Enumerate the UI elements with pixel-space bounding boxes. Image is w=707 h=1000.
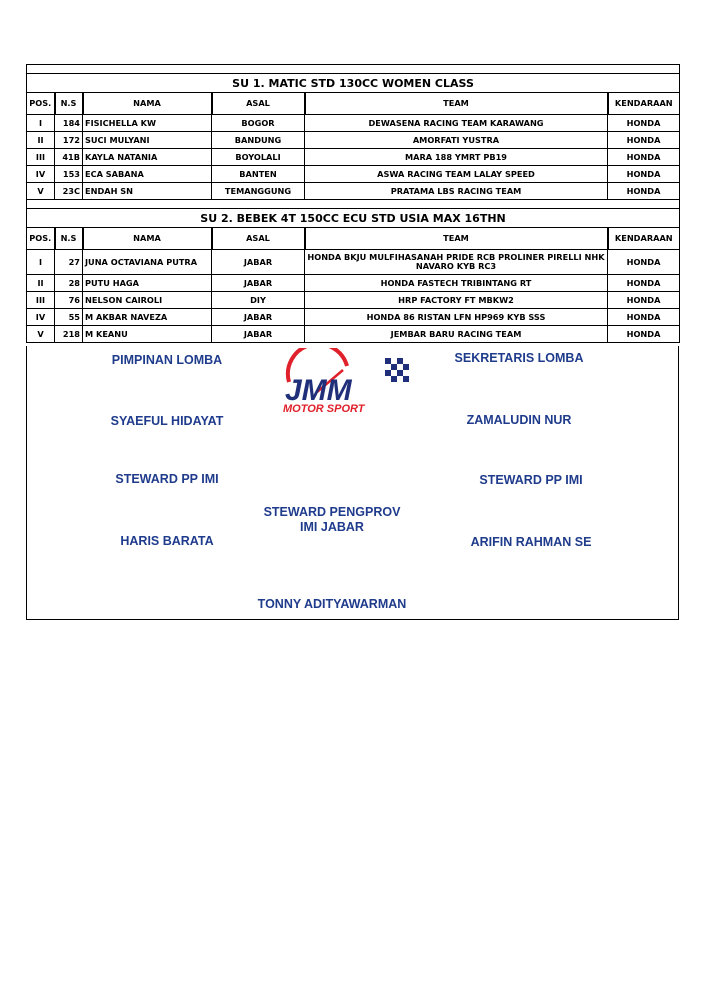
cell-pos: III [27, 149, 55, 166]
cell-pos: I [27, 115, 55, 132]
logo-letters: JMM [285, 374, 352, 407]
cell-nama: M AKBAR NAVEZA [83, 309, 212, 326]
header-pos: POS. [27, 93, 55, 115]
cell-kendaraan: HONDA [608, 166, 680, 183]
header-nama: NAMA [83, 228, 212, 250]
table-row [27, 115, 680, 132]
header-asal: ASAL [212, 93, 305, 115]
table-row [27, 183, 680, 200]
cell-ns: 184 [55, 115, 83, 132]
cell-pos: II [27, 275, 55, 292]
cell-pos: IV [27, 309, 55, 326]
cell-team: MARA 188 YMRT PB19 [305, 149, 608, 166]
class-title-row [27, 74, 680, 93]
cell-team: PRATAMA LBS RACING TEAM [305, 183, 608, 200]
cell-ns: 41B [55, 149, 83, 166]
cell-pos: V [27, 326, 55, 343]
column-header-row [27, 93, 680, 115]
cell-pos: II [27, 132, 55, 149]
class-title-row [27, 209, 680, 228]
cell-asal: DIY [212, 292, 305, 309]
cell-asal: BANTEN [212, 166, 305, 183]
cell-nama: FISICHELLA KW [83, 115, 212, 132]
cell-ns: 27 [55, 250, 83, 275]
cell-nama: M KEANU [83, 326, 212, 343]
table-row [27, 326, 680, 343]
header-team: TEAM [305, 228, 608, 250]
cell-kendaraan: HONDA [608, 183, 680, 200]
header-kendaraan: KENDARAAN [608, 93, 680, 115]
spacer-row [27, 200, 680, 209]
table-row [27, 132, 680, 149]
cell-asal: BOGOR [212, 115, 305, 132]
cell-asal: JABAR [212, 309, 305, 326]
cell-team: HONDA BKJU MULFIHASANAH PRIDE RCB PROLINER PIRELLI NHK NAVARO KYB RC3 [305, 250, 608, 275]
header-pos: POS. [27, 228, 55, 250]
cell-pos: III [27, 292, 55, 309]
results-table [26, 64, 680, 343]
header-ns: N.S [55, 93, 83, 115]
cell-asal: TEMANGGUNG [212, 183, 305, 200]
cell-kendaraan: HONDA [608, 309, 680, 326]
cell-team: DEWASENA RACING TEAM KARAWANG [305, 115, 608, 132]
header-ns: N.S [55, 228, 83, 250]
cell-ns: 28 [55, 275, 83, 292]
header-kendaraan: KENDARAAN [608, 228, 680, 250]
cell-kendaraan: HONDA [608, 132, 680, 149]
cell-team: ASWA RACING TEAM LALAY SPEED [305, 166, 608, 183]
header-nama: NAMA [83, 93, 212, 115]
class-title: SU 2. BEBEK 4T 150CC ECU STD USIA MAX 16THN [27, 209, 680, 228]
cell-nama: ECA SABANA [83, 166, 212, 183]
jmm-motor-sport-logo [277, 348, 427, 418]
cell-ns: 172 [55, 132, 83, 149]
cell-team: HRP FACTORY FT MBKW2 [305, 292, 608, 309]
results-sheet [26, 64, 679, 343]
steward-pengprov-title-line1: STEWARD PENGPROV [263, 505, 401, 519]
sekretaris-lomba-title: SEKRETARIS LOMBA [454, 351, 584, 365]
steward-pp-imi-left-title: STEWARD PP IMI [115, 472, 219, 486]
pimpinan-lomba-title: PIMPINAN LOMBA [111, 353, 223, 367]
cell-nama: PUTU HAGA [83, 275, 212, 292]
cell-pos: I [27, 250, 55, 275]
table-row [27, 309, 680, 326]
cell-asal: BOYOLALI [212, 149, 305, 166]
sekretaris-lomba-name: ZAMALUDIN NUR [466, 413, 572, 427]
cell-kendaraan: HONDA [608, 250, 680, 275]
cell-team: JEMBAR BARU RACING TEAM [305, 326, 608, 343]
header-team: TEAM [305, 93, 608, 115]
cell-nama: KAYLA NATANIA [83, 149, 212, 166]
steward-pp-imi-left-name: HARIS BARATA [120, 534, 214, 548]
steward-pengprov-title-line2: IMI JABAR [300, 520, 364, 534]
table-row [27, 275, 680, 292]
cell-nama: NELSON CAIROLI [83, 292, 212, 309]
cell-nama: SUCI MULYANI [83, 132, 212, 149]
table-row [27, 149, 680, 166]
class-title: SU 1. MATIC STD 130CC WOMEN CLASS [27, 74, 680, 93]
cell-kendaraan: HONDA [608, 275, 680, 292]
pimpinan-lomba-name: SYAEFUL HIDAYAT [110, 414, 224, 428]
cell-nama: JUNA OCTAVIANA PUTRA [83, 250, 212, 275]
cell-pos: V [27, 183, 55, 200]
cell-kendaraan: HONDA [608, 326, 680, 343]
table-row [27, 292, 680, 309]
spacer-row [27, 65, 680, 74]
cell-asal: JABAR [212, 250, 305, 275]
checkered-flag-icon [385, 358, 409, 382]
cell-kendaraan: HONDA [608, 149, 680, 166]
cell-ns: 218 [55, 326, 83, 343]
signature-section [26, 346, 679, 620]
cell-team: AMORFATI YUSTRA [305, 132, 608, 149]
steward-pengprov-name: TONNY ADITYAWARMAN [257, 597, 407, 611]
table-row [27, 250, 680, 275]
cell-ns: 153 [55, 166, 83, 183]
cell-pos: IV [27, 166, 55, 183]
cell-asal: JABAR [212, 275, 305, 292]
logo-subtitle: MOTOR SPORT [283, 403, 365, 415]
steward-pp-imi-right-title: STEWARD PP IMI [479, 473, 583, 487]
header-asal: ASAL [212, 228, 305, 250]
cell-kendaraan: HONDA [608, 292, 680, 309]
cell-nama: ENDAH SN [83, 183, 212, 200]
cell-kendaraan: HONDA [608, 115, 680, 132]
column-header-row [27, 228, 680, 250]
steward-pp-imi-right-name: ARIFIN RAHMAN SE [470, 535, 592, 549]
cell-team: HONDA 86 RISTAN LFN HP969 KYB SSS [305, 309, 608, 326]
cell-asal: BANDUNG [212, 132, 305, 149]
cell-ns: 76 [55, 292, 83, 309]
cell-ns: 23C [55, 183, 83, 200]
cell-ns: 55 [55, 309, 83, 326]
table-row [27, 166, 680, 183]
cell-team: HONDA FASTECH TRIBINTANG RT [305, 275, 608, 292]
cell-asal: JABAR [212, 326, 305, 343]
